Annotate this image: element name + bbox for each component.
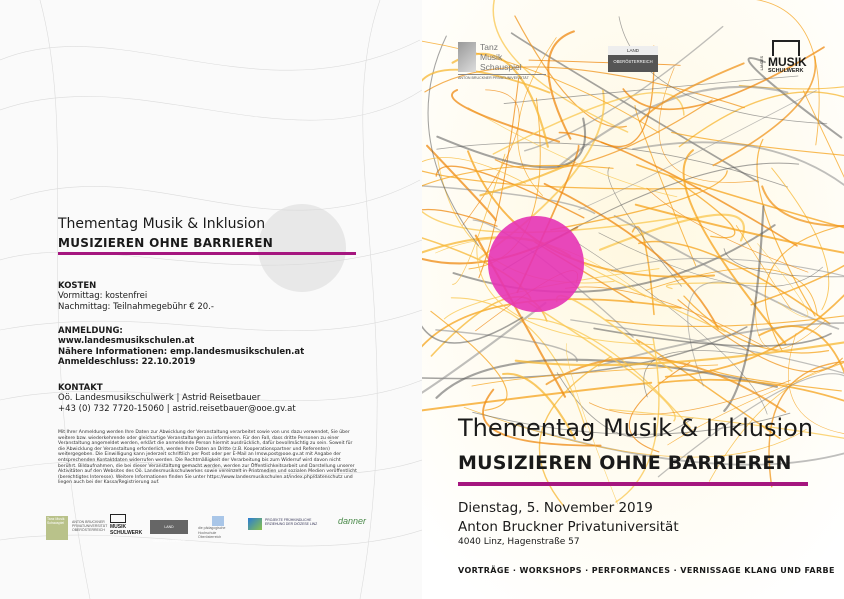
ph-logo-small (198, 516, 238, 540)
costs-section (58, 281, 214, 312)
registration-deadline: Anmeldeschluss: 22.10.2019 (58, 357, 196, 367)
accent-bar (58, 252, 356, 255)
privacy-text: Mit Ihrer Anmeldung werden Ihre Daten zur Abwicklung der Veranstaltung verarbeitet sowie von uns dazu verwendet, Sie über weitere bzw. wiederkehrende oder gleichartige Veranstaltungen zu informieren. Für den Fall, dass dritte Personen zu einer Veranstaltung angemeldet werden, erklärt die anmeldende Person hiermit ausdrücklich, dafür bevollmächtig zu sein. Soweit für die Abwicklung der Veranstaltung erforderlich, werden Ihre Daten an Dritte (z.B. Kooperationspartner und Referenten) weitergegeben. Die Einwilligung kann jederzeit schriftlich per Post oder per E-Mail an lmsw.post@ooe.gv.at mit Angabe der entsprechenden Kontaktdaten widerrufen werden. Die Rechtmäßigkeit der Verarbeitung bis zum Widerruf wird davon nicht berührt. Bildaufnahmen, die bei dieser Veranstaltung gemacht werden, werden zur Öffentlichkeitsarbeit und Darstellung unserer Aktivitäten auf den Websites des Oö. Landesmusikschulwerkes sowie vereinzelt in Printmedien und sozialen Medien veröffentlicht (berechtigtes Interesse). Weitere Informationen finden Sie unter https://www.landesmusikschulen.at/index.php/datenschutz und liegen auch bei der Kassa/Registrierung auf. (58, 430, 357, 486)
land-ooe-logo (608, 46, 658, 72)
front-subtitle: MUSIZIEREN OHNE BARRIEREN (458, 452, 792, 474)
tanz-logo-small: Tanz Musik Schauspiel (46, 516, 68, 540)
contact-section (58, 383, 296, 414)
pink-dot (488, 216, 584, 312)
costs-line: Vormittag: kostenfrei (58, 291, 148, 301)
registration-info: Nähere Informationen: emp.landesmusikschulen.at (58, 346, 305, 357)
land-logo-line: LAND (608, 46, 658, 55)
musik-logo-mark (110, 514, 126, 523)
tanz-logo-mark (458, 42, 476, 72)
musik-logo-text: MUSIK SCHULWERK (110, 524, 143, 536)
front-accent-bar (458, 482, 808, 486)
ph-logo-text: die pädagogische Hochschule Oberösterreich (198, 526, 226, 539)
musik-logo-word: MUSIK (768, 55, 807, 69)
registration-section (58, 326, 304, 368)
landesmusikschulwerk-logo (760, 40, 807, 74)
abpu-logo-small: ANTON BRUCKNER PRIVATUNIVERSITÄT OBERÖSTERREICH (72, 520, 108, 532)
partner-logos (46, 512, 406, 548)
musik-logo-mark (772, 40, 800, 56)
event-venue: Anton Bruckner Privatuniversität (458, 519, 679, 535)
diozese-logo-mark (248, 518, 262, 530)
contact-line: Oö. Landesmusikschulwerk | Astrid Reisetbauer (58, 393, 261, 403)
program-footer: VORTRÄGE · WORKSHOPS · PERFORMANCES · VERNISSAGE KLANG UND FARBE (458, 566, 835, 575)
land-logo-line: OBERÖSTERREICH (613, 59, 653, 64)
ph-logo-mark (212, 516, 224, 526)
tanz-logo-line: Tanz (480, 42, 498, 52)
contact-heading: KONTAKT (58, 383, 103, 393)
registration-link[interactable]: www.landesmusikschulen.at (58, 336, 195, 346)
left-subtitle: MUSIZIEREN OHNE BARRIEREN (58, 236, 274, 250)
event-address: 4040 Linz, Hagenstraße 57 (458, 537, 580, 547)
diozese-logo-text: PROJEKTE FRÜHKINDLICHE ERZIEHUNG DER DIÖZESE LINZ (265, 518, 318, 527)
left-title: Thementag Musik & Inklusion (58, 216, 266, 232)
land-logo-small: LAND OBERÖSTERREICH (150, 520, 188, 534)
contact-line: +43 (0) 732 7720-15060 | astrid.reisetbauer@ooe.gv.at (58, 403, 296, 414)
costs-line: Nachmittag: Teilnahmegebühr € 20.- (58, 301, 214, 312)
musik-logo-small (110, 514, 143, 536)
abpu-logo-text: ANTON BRUCKNER PRIVATUNIVERSITÄT (458, 74, 546, 80)
event-date: Dienstag, 5. November 2019 (458, 500, 653, 516)
front-page (422, 0, 844, 599)
front-title: Thementag Musik & Inklusion (458, 414, 814, 442)
tanz-logo-line: Schauspiel (480, 62, 522, 72)
musik-logo-vertical: LANDES (760, 56, 764, 71)
tanz-musik-logo (458, 42, 546, 80)
musik-logo-sub: SCHULWERK (768, 68, 804, 74)
tanz-logo-line: Musik (480, 52, 503, 62)
costs-heading: KOSTEN (58, 281, 97, 291)
danner-logo-small: danner (338, 516, 367, 526)
diozese-logo-small (248, 518, 326, 530)
registration-heading: ANMELDUNG: (58, 326, 123, 336)
